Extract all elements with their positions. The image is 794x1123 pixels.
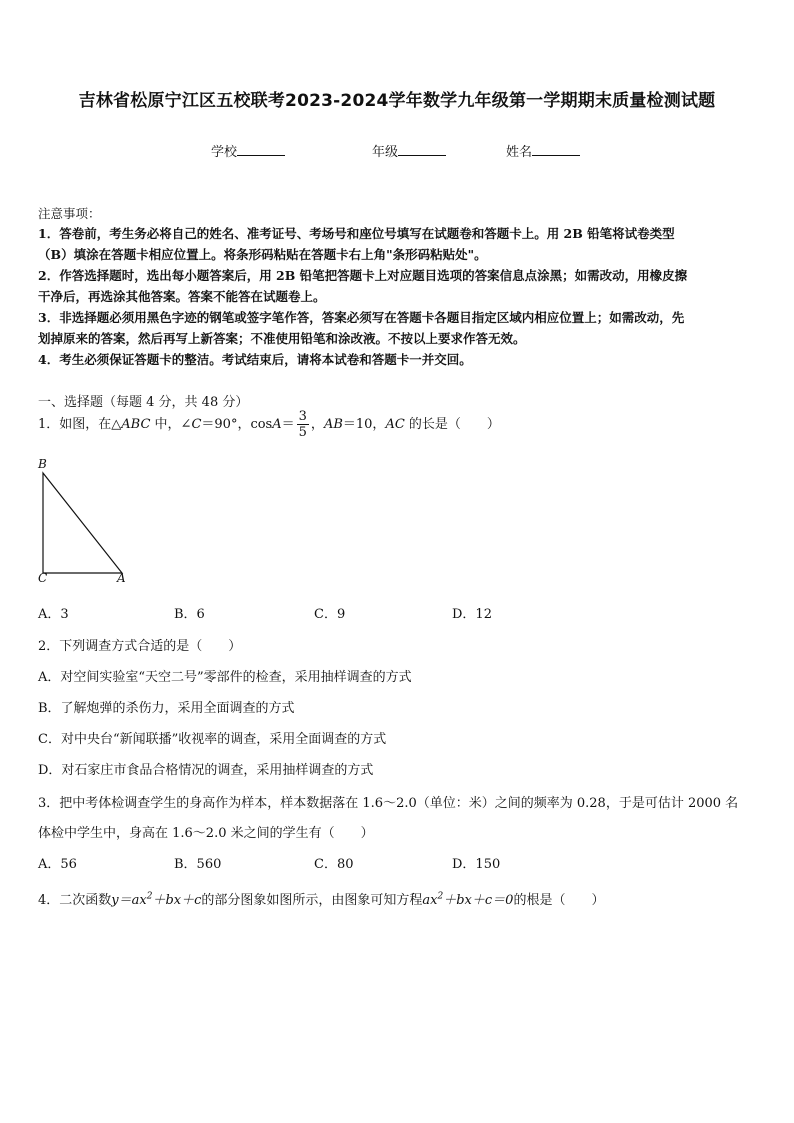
q1-text: ＝10， (342, 417, 386, 432)
q3-option-a: A．56 (38, 857, 77, 872)
q4-text: 4．二次函数 (38, 893, 112, 908)
q1-var: A (272, 417, 282, 432)
question-1-stem (38, 410, 500, 439)
grade-blank (398, 143, 446, 156)
q2-option-d: D．对石家庄市食品合格情况的调查，采用抽样调查的方式 (38, 763, 374, 778)
section-heading: 一、选择题（每题 4 分，共 48 分） (38, 395, 249, 410)
notice-line: 2．作答选择题时，选出每小题答案后，用 2B 铅笔把答题卡上对应题目选项的答案信息点涂黑；如需改动，用橡皮擦 (38, 268, 688, 283)
q1-option-b: B．6 (174, 607, 205, 622)
q1-var: ABC (121, 417, 151, 432)
name-blank (532, 143, 580, 156)
q4-formula: ax (422, 893, 438, 908)
vertex-label-c: C (38, 571, 48, 585)
q1-text: ＝90°，cos (201, 417, 273, 432)
q1-option-a: A．3 (38, 607, 69, 622)
school-label: 学校 (211, 145, 238, 160)
grade-field (372, 141, 446, 160)
q3-option-d: D．150 (452, 857, 501, 872)
vertex-label-b: B (38, 457, 47, 471)
name-field (506, 141, 580, 160)
notice-heading: 注意事项： (38, 206, 101, 221)
q1-text: 中，∠ (150, 417, 192, 432)
fraction-denominator: 5 (298, 425, 307, 440)
q4-exponent: 2 (146, 891, 153, 902)
q4-formula: y＝ax (111, 893, 147, 908)
q4-text: 的根是（ ） (513, 893, 605, 908)
page-title: 吉林省松原宁江区五校联考2023-2024学年数学九年级第一学期期末质量检测试题 (78, 91, 716, 111)
name-label: 姓名 (506, 145, 533, 160)
notice-line: 3．非选择题必须用黑色字迹的钢笔或签字笔作答，答案必须写在答题卡各题目指定区域内相应位置上；如需改动，先 (38, 310, 685, 325)
triangle-figure (34, 455, 134, 587)
q1-text: 1．如图，在△ (38, 417, 122, 432)
q1-var: C (191, 417, 202, 432)
q1-option-c: C．9 (314, 607, 346, 622)
q1-text: ， (310, 417, 324, 432)
q4-formula: ＋bx＋c＝0 (443, 893, 514, 908)
question-3-line-2: 体检中学生中，身高在 1.6～2.0 米之间的学生有（ ） (38, 826, 374, 841)
q2-option-b: B．了解炮弹的杀伤力，采用全面调查的方式 (38, 701, 295, 716)
school-blank (237, 143, 285, 156)
q4-text: 的部分图象如图所示，由图象可知方程 (201, 893, 423, 908)
question-4-stem (38, 889, 604, 908)
grade-label: 年级 (372, 145, 399, 160)
fraction-numerator: 3 (298, 409, 307, 424)
q4-formula: ＋bx＋c (152, 893, 202, 908)
notice-line: （B）填涂在答题卡相应位置上。将条形码粘贴在答题卡右上角"条形码粘贴处"。 (38, 247, 487, 262)
triangle-abc (43, 473, 122, 573)
q1-text: 的长是（ ） (404, 417, 500, 432)
question-3-line-1: 3．把中考体检调查学生的身高作为样本，样本数据落在 1.6～2.0（单位：米）之间的频率为 0.28，于是可估计 2000 名 (38, 796, 739, 811)
q3-option-c: C．80 (314, 857, 354, 872)
notice-line: 1．答卷前，考生务必将自己的姓名、准考证号、考场号和座位号填写在试题卷和答题卡上。用 2B 铅笔将试卷类型 (38, 226, 675, 241)
q4-exponent: 2 (437, 891, 444, 902)
q1-var: AC (385, 417, 405, 432)
fraction (297, 410, 309, 439)
notice-line: 干净后，再选涂其他答案。答案不能答在试题卷上。 (38, 289, 326, 304)
q1-text: ＝ (281, 417, 295, 432)
q2-option-c: C．对中央台“新闻联播”收视率的调查，采用全面调查的方式 (38, 732, 387, 747)
question-2-stem: 2．下列调查方式合适的是（ ） (38, 639, 242, 654)
school-field (211, 141, 285, 160)
q1-var: AB (323, 417, 343, 432)
q3-option-b: B．560 (174, 857, 222, 872)
q2-option-a: A．对空间实验室“天空二号”零部件的检查，采用抽样调查的方式 (38, 670, 412, 685)
vertex-label-a: A (117, 571, 126, 585)
notice-line: 划掉原来的答案，然后再写上新答案；不准使用铅笔和涂改液。不按以上要求作答无效。 (38, 331, 526, 346)
q1-option-d: D．12 (452, 607, 492, 622)
notice-line: 4．考生必须保证答题卡的整洁。考试结束后，请将本试卷和答题卡一并交回。 (38, 352, 472, 367)
